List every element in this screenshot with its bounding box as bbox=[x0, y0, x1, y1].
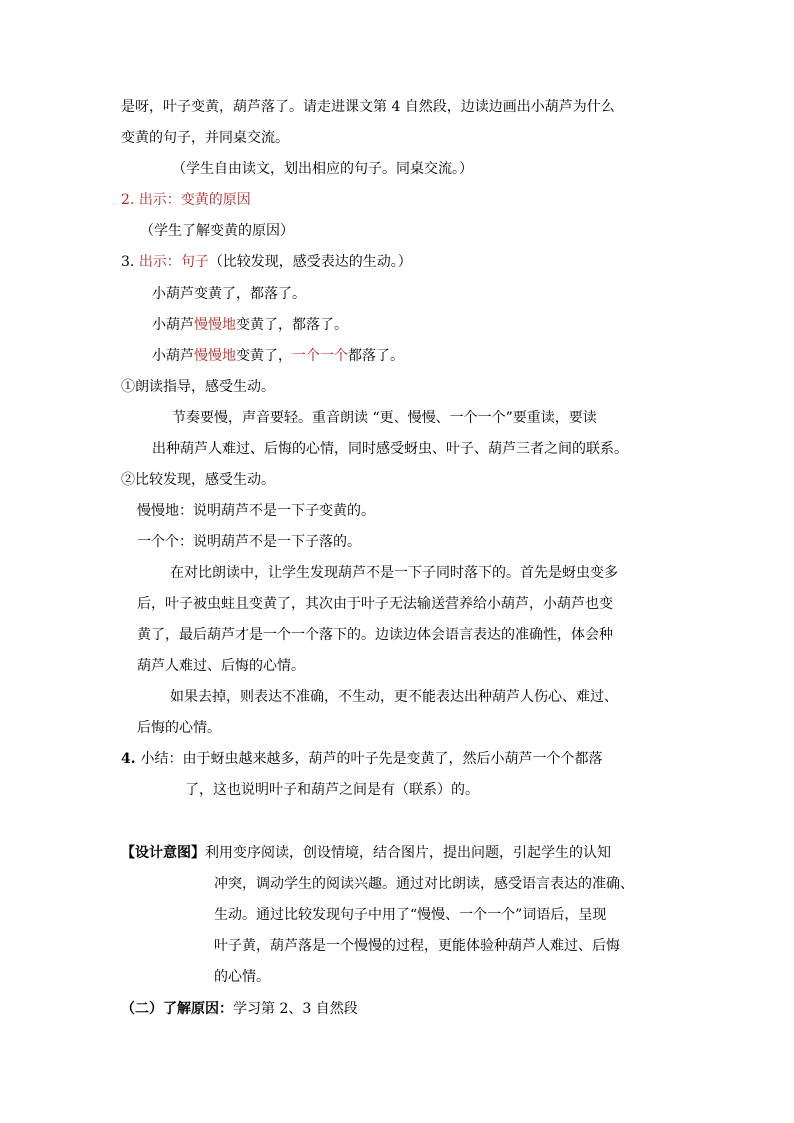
paragraph-line: 生动。通过比较发现句子中用了“慢慢、一个一个”词语后，呈现 bbox=[214, 907, 607, 923]
sentence-part: 小葫芦 bbox=[152, 317, 194, 333]
paragraph-line: 在对比朗读中，让学生发现葫芦不是一下子同时落下的。首先是蚜虫变多 bbox=[170, 565, 618, 581]
note-line: （学生自由读文，划出相应的句子。同桌交流。） bbox=[172, 161, 473, 177]
paragraph-line: 一个个：说明葫芦不是一下子落的。 bbox=[137, 534, 361, 550]
paragraph-line: 了，这也说明叶子和葫芦之间是有（联系）的。 bbox=[185, 782, 479, 798]
highlight-text: 慢慢地 bbox=[194, 348, 236, 364]
paragraph-line: 黄了，最后葫芦才是一个一个落下的。边读边体会语言表达的准确性，体会种 bbox=[137, 627, 613, 643]
paragraph-line: 葫芦人难过、后悔的心情。 bbox=[137, 658, 305, 674]
design-intent-text: 利用变序阅读，创设情境，结合图片，提出问题，引起学生的认知 bbox=[205, 845, 611, 861]
subheading-2: ②比较发现，感受生动。 bbox=[121, 472, 275, 488]
step-note: （比较发现，感受表达的生动。） bbox=[208, 254, 412, 270]
design-intent-line bbox=[121, 843, 611, 863]
step-label: 出示： bbox=[138, 254, 181, 270]
section-heading-text: 学习第 2、3 自然段 bbox=[233, 1001, 358, 1017]
sentence-part: 都落了。 bbox=[348, 348, 404, 364]
step-number: 2. bbox=[121, 192, 139, 208]
paragraph-line: 冲突，调动学生的阅读兴趣。通过对比朗读，感受语言表达的准确、 bbox=[214, 876, 634, 892]
paragraph-line: 是呀，叶子变黄，葫芦落了。请走进课文第 4 自然段，边读边画出小葫芦为什么 bbox=[121, 99, 615, 115]
paragraph-line: 节奏要慢，声音要轻。重音朗读 “更、慢慢、一个一个”要重读，要读 bbox=[172, 410, 597, 426]
example-sentence-3 bbox=[152, 346, 404, 366]
paragraph-line: 叶子黄，葫芦落是一个慢慢的过程，更能体验种葫芦人难过、后悔 bbox=[214, 938, 620, 954]
note-line: （学生了解变黄的原因） bbox=[140, 223, 294, 239]
highlight-text: 慢慢地 bbox=[194, 317, 236, 333]
highlight-text: 一个一个 bbox=[292, 348, 348, 364]
paragraph-line: 后悔的心情。 bbox=[137, 720, 221, 736]
step-4-line bbox=[121, 749, 603, 769]
highlight-text: 句子 bbox=[180, 254, 209, 270]
paragraph-line: 的心情。 bbox=[214, 969, 270, 985]
section-heading bbox=[121, 999, 358, 1019]
design-intent-label: 【设计意图】 bbox=[121, 845, 205, 861]
sentence-part: 小葫芦 bbox=[152, 348, 194, 364]
paragraph-line: 慢慢地：说明葫芦不是一下子变黄的。 bbox=[137, 503, 375, 519]
step-3-line bbox=[121, 252, 412, 272]
sentence-part: 变黄了，都落了。 bbox=[236, 317, 348, 333]
example-sentence-2 bbox=[152, 315, 348, 335]
summary-text: 小结：由于蚜虫越来越多，葫芦的叶子先是变黄了，然后小葫芦一个个都落 bbox=[140, 751, 603, 767]
paragraph-line: 如果去掉，则表达不准确，不生动，更不能表达出种葫芦人伤心、难过、 bbox=[170, 689, 618, 705]
paragraph-line: 后，叶子被虫蛀且变黄了，其次由于叶子无法输送营养给小葫芦，小葫芦也变 bbox=[137, 596, 613, 612]
highlight-text: 变黄的原因 bbox=[180, 192, 251, 208]
step-2-line bbox=[121, 190, 251, 210]
example-sentence-1: 小葫芦变黄了，都落了。 bbox=[152, 286, 306, 302]
section-heading-label: （二）了解原因： bbox=[121, 1001, 233, 1017]
step-label: 出示： bbox=[138, 192, 181, 208]
step-number: 4. bbox=[121, 751, 141, 767]
sentence-part: 变黄了， bbox=[236, 348, 292, 364]
paragraph-line: 变黄的句子，并同桌交流。 bbox=[121, 130, 289, 146]
step-number: 3. bbox=[121, 254, 139, 270]
subheading-1: ①朗读指导，感受生动。 bbox=[121, 379, 275, 395]
paragraph-line: 出种葫芦人难过、后悔的心情，同时感受蚜虫、叶子、葫芦三者之间的联系。 bbox=[152, 441, 628, 457]
